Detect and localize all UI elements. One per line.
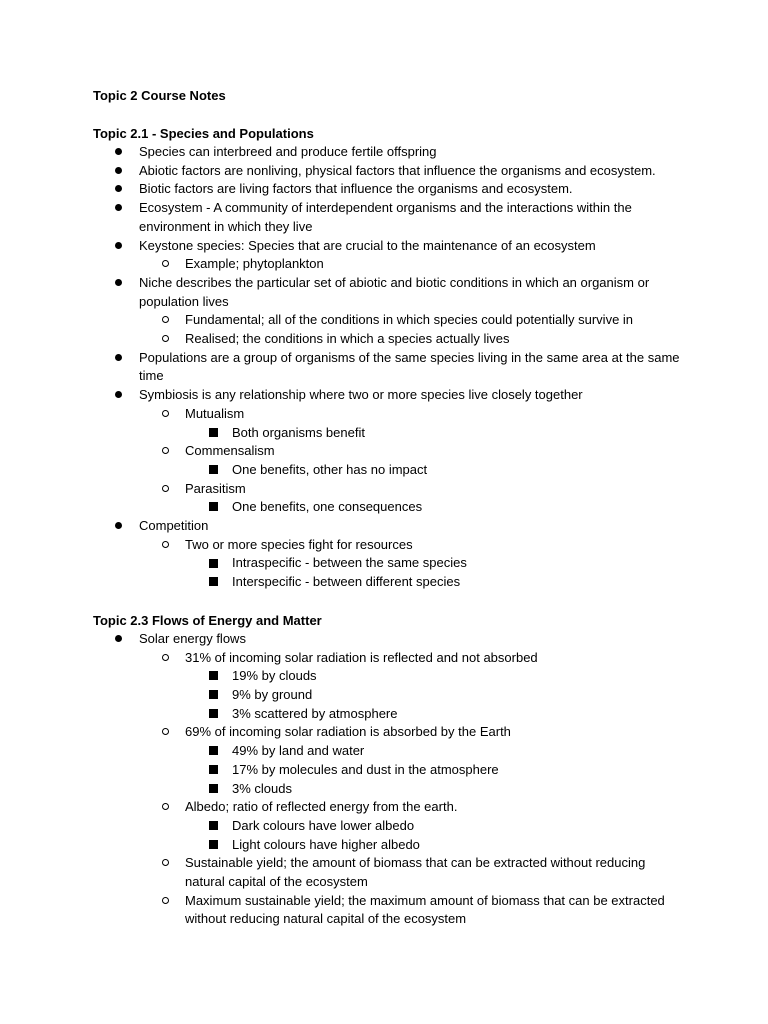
list-item xyxy=(93,649,683,668)
section-species-populations xyxy=(93,124,683,592)
bullet-mark xyxy=(162,316,169,323)
list-item-text: Fundamental; all of the conditions in which species could potentially survive in xyxy=(185,312,634,328)
bullet-mark xyxy=(209,784,218,793)
list-item-text: Ecosystem - A community of interdependent organisms and the interactions within the environment in which they live xyxy=(139,200,632,234)
list-item-text: Maximum sustainable yield; the maximum amount of biomass that can be extracted without reducing natural capital of the ecosystem xyxy=(185,892,665,927)
hollow-circle-bullet-icon xyxy=(162,854,169,873)
list-item-text: Solar energy flows xyxy=(139,630,246,646)
list-item-text: Keystone species: Species that are crucial to the maintenance of an ecosystem xyxy=(139,237,596,253)
hollow-circle-bullet-icon xyxy=(162,442,169,461)
bullet-mark xyxy=(162,410,169,417)
list-item-text: 17% by molecules and dust in the atmosphere xyxy=(232,761,499,777)
hollow-circle-bullet-icon xyxy=(162,405,169,424)
list-item xyxy=(93,311,683,330)
list-item xyxy=(93,424,683,443)
list-item-text: Populations are a group of organisms of the same species living in the same area at the same time xyxy=(139,349,680,384)
bullet-mark xyxy=(162,654,169,661)
list-item-text: Sustainable yield; the amount of biomass that can be extracted without reducing natural capital of the ecosystem xyxy=(185,855,646,890)
bullet-list xyxy=(93,630,683,929)
bullet-mark xyxy=(209,746,218,755)
hollow-circle-bullet-icon xyxy=(162,723,169,742)
list-item-text: 9% by ground xyxy=(232,686,313,702)
list-item xyxy=(93,742,683,761)
bullet-mark xyxy=(115,204,122,211)
list-item-text: Parasitism xyxy=(185,480,246,496)
filled-circle-bullet-icon xyxy=(115,237,122,256)
bullet-mark xyxy=(115,185,122,192)
bullet-mark xyxy=(162,728,169,735)
list-item xyxy=(93,274,683,311)
bullet-mark xyxy=(209,428,218,437)
bullet-mark xyxy=(115,391,122,398)
list-item xyxy=(93,780,683,799)
hollow-circle-bullet-icon xyxy=(162,892,169,911)
list-item xyxy=(93,630,683,649)
list-item-text: Niche describes the particular set of abiotic and biotic conditions in which an organism or population lives xyxy=(139,274,650,309)
list-item xyxy=(93,761,683,780)
list-item xyxy=(93,442,683,461)
hollow-circle-bullet-icon xyxy=(162,536,169,555)
bullet-mark xyxy=(209,465,218,474)
bullet-mark xyxy=(209,577,218,586)
list-item-text: Two or more species fight for resources xyxy=(185,536,413,552)
list-item-text: 69% of incoming solar radiation is absorbed by the Earth xyxy=(185,724,511,740)
list-item-text: 19% by clouds xyxy=(232,668,317,684)
list-item-text: 49% by land and water xyxy=(232,743,365,759)
list-item-text: Albedo; ratio of reflected energy from the earth. xyxy=(185,799,458,815)
list-item-text: Light colours have higher albedo xyxy=(232,836,420,852)
list-item xyxy=(93,854,683,891)
bullet-mark xyxy=(209,559,218,568)
list-item-text: Symbiosis is any relationship where two or more species live closely together xyxy=(139,387,583,403)
list-item-text: Example; phytoplankton xyxy=(185,256,324,272)
list-item-text: Biotic factors are living factors that influence the organisms and ecosystem. xyxy=(139,181,573,197)
filled-circle-bullet-icon xyxy=(115,162,122,181)
square-bullet-icon xyxy=(209,705,218,724)
list-item xyxy=(93,573,683,592)
list-item xyxy=(93,180,683,199)
list-item xyxy=(93,386,683,405)
blank-line xyxy=(93,592,683,611)
square-bullet-icon xyxy=(209,424,218,443)
square-bullet-icon xyxy=(209,817,218,836)
list-item-text: Species can interbreed and produce fertile offspring xyxy=(139,144,437,159)
square-bullet-icon xyxy=(209,686,218,705)
document-title: Topic 2 Course Notes xyxy=(93,88,226,103)
list-item xyxy=(93,330,683,349)
bullet-mark xyxy=(115,279,122,286)
hollow-circle-bullet-icon xyxy=(162,480,169,499)
hollow-circle-bullet-icon xyxy=(162,649,169,668)
square-bullet-icon xyxy=(209,780,218,799)
bullet-mark xyxy=(209,840,218,849)
list-item xyxy=(93,554,683,573)
blank-line xyxy=(93,105,683,124)
filled-circle-bullet-icon xyxy=(115,386,122,405)
list-item xyxy=(93,517,683,536)
list-item-text: 3% scattered by atmosphere xyxy=(232,705,398,721)
bullet-mark xyxy=(209,502,218,511)
bullet-mark xyxy=(209,765,218,774)
list-item xyxy=(93,143,683,162)
bullet-list xyxy=(93,143,683,592)
bullet-mark xyxy=(162,260,169,267)
bullet-mark xyxy=(209,709,218,718)
document-body xyxy=(93,86,683,929)
list-item xyxy=(93,705,683,724)
hollow-circle-bullet-icon xyxy=(162,311,169,330)
filled-circle-bullet-icon xyxy=(115,143,122,162)
square-bullet-icon xyxy=(209,554,218,573)
section-energy-matter xyxy=(93,611,683,929)
section-heading: Topic 2.3 Flows of Energy and Matter xyxy=(93,612,322,628)
filled-circle-bullet-icon xyxy=(115,180,122,199)
list-item xyxy=(93,817,683,836)
list-item xyxy=(93,723,683,742)
bullet-mark xyxy=(162,541,169,548)
list-item-text: Interspecific - between different species xyxy=(232,574,461,590)
list-item xyxy=(93,237,683,256)
square-bullet-icon xyxy=(209,667,218,686)
list-item xyxy=(93,686,683,705)
list-item xyxy=(93,461,683,480)
bullet-mark xyxy=(115,635,122,642)
list-item xyxy=(93,480,683,499)
square-bullet-icon xyxy=(209,498,218,517)
filled-circle-bullet-icon xyxy=(115,274,122,293)
bullet-mark xyxy=(162,803,169,810)
list-item xyxy=(93,498,683,517)
list-item-text: Abiotic factors are nonliving, physical factors that influence the organisms and ecosystem. xyxy=(139,162,656,178)
filled-circle-bullet-icon xyxy=(115,199,122,218)
bullet-mark xyxy=(162,335,169,342)
square-bullet-icon xyxy=(209,742,218,761)
bullet-mark xyxy=(209,690,218,699)
list-item-text: Both organisms benefit xyxy=(232,424,365,440)
list-item xyxy=(93,199,683,236)
list-item xyxy=(93,892,683,929)
bullet-mark xyxy=(162,485,169,492)
bullet-mark xyxy=(162,859,169,866)
list-item-text: 31% of incoming solar radiation is reflected and not absorbed xyxy=(185,649,538,665)
list-item-text: Dark colours have lower albedo xyxy=(232,817,415,833)
list-item-text: 3% clouds xyxy=(232,780,292,796)
bullet-mark xyxy=(115,242,122,249)
list-item xyxy=(93,162,683,181)
bullet-mark xyxy=(115,522,122,529)
bullet-mark xyxy=(162,447,169,454)
bullet-mark xyxy=(162,897,169,904)
hollow-circle-bullet-icon xyxy=(162,255,169,274)
square-bullet-icon xyxy=(209,461,218,480)
square-bullet-icon xyxy=(209,573,218,592)
list-item xyxy=(93,349,683,386)
section-heading: Topic 2.1 - Species and Populations xyxy=(93,126,314,141)
list-item xyxy=(93,405,683,424)
list-item-text: Mutualism xyxy=(185,405,245,421)
bullet-mark xyxy=(115,354,122,361)
list-item-text: Realised; the conditions in which a species actually lives xyxy=(185,331,510,347)
list-item xyxy=(93,536,683,555)
square-bullet-icon xyxy=(209,836,218,855)
list-item xyxy=(93,255,683,274)
list-item xyxy=(93,667,683,686)
bullet-mark xyxy=(209,671,218,680)
filled-circle-bullet-icon xyxy=(115,349,122,368)
list-item xyxy=(93,836,683,855)
list-item-text: Commensalism xyxy=(185,443,275,459)
list-item xyxy=(93,798,683,817)
square-bullet-icon xyxy=(209,761,218,780)
hollow-circle-bullet-icon xyxy=(162,798,169,817)
bullet-mark xyxy=(115,167,122,174)
list-item-text: One benefits, other has no impact xyxy=(232,461,428,477)
hollow-circle-bullet-icon xyxy=(162,330,169,349)
list-item-text: Intraspecific - between the same species xyxy=(232,555,467,571)
filled-circle-bullet-icon xyxy=(115,630,122,649)
list-item-text: Competition xyxy=(139,518,209,534)
bullet-mark xyxy=(209,821,218,830)
bullet-mark xyxy=(115,148,122,155)
list-item-text: One benefits, one consequences xyxy=(232,499,423,515)
filled-circle-bullet-icon xyxy=(115,517,122,536)
